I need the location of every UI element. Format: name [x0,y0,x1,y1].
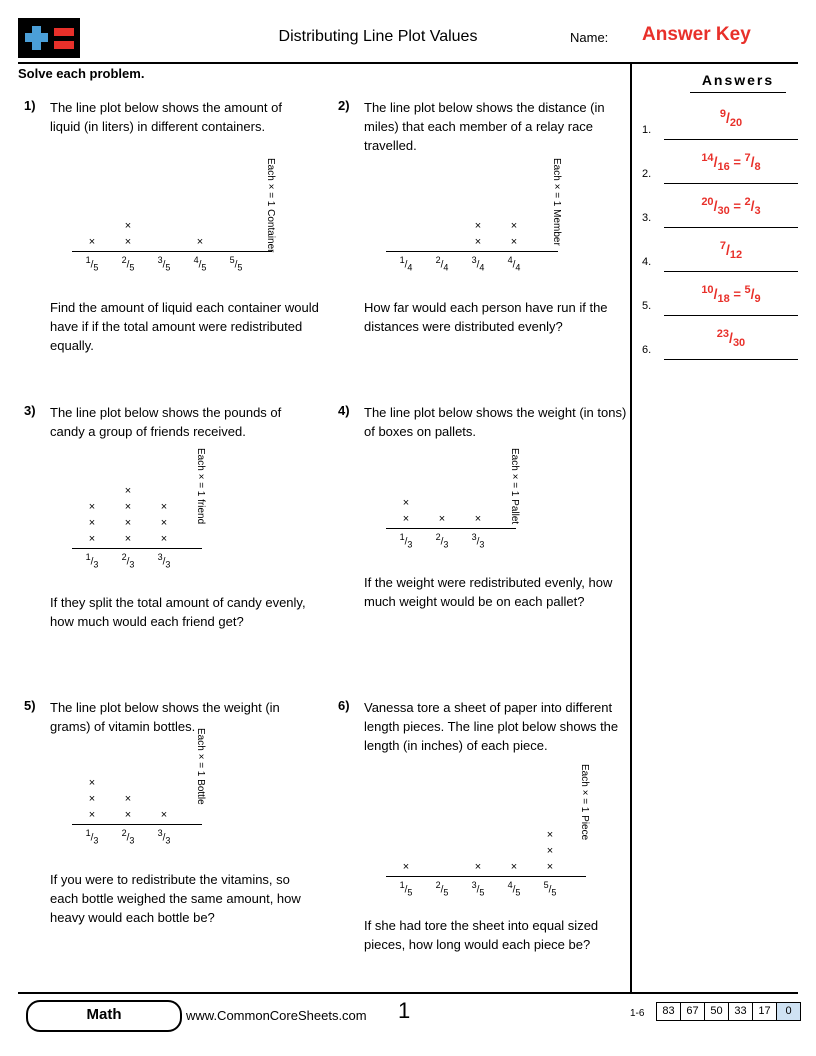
answer-underline [664,227,798,228]
answer-value: $^9/_{20}$ [719,108,743,129]
subject-badge [26,1000,182,1032]
answer-number: 2. [642,168,652,180]
answer-underline [664,183,798,184]
problem-text: Vanessa tore a sheet of paper into different length pieces. The line plot below shows the length (in inches) of each piece. [364,700,619,753]
problem-question: If the weight were redistributed evenly, how much weight would be on each pallet? [364,575,613,609]
answer-value: $^{10}/_{18} = ^5/_9$ [701,284,761,305]
footer-divider [18,992,798,994]
problem-question: If they split the total amount of candy evenly, how much would each friend get? [50,595,306,629]
answer-row [642,234,798,276]
plot-key-label: Each × = 1 Bottle [195,728,206,805]
logo-icon [18,18,80,58]
problem-text: The line plot below shows the weight (in tons) of boxes on pallets. [364,405,627,439]
score-cell: 50 [704,1002,728,1021]
answer-number: 3. [642,212,652,224]
answer-underline [664,139,798,140]
problem-text: The line plot below shows the weight (in grams) of vitamin bottles. [50,700,280,734]
answer-row [642,322,798,364]
answer-number: 6. [642,344,652,356]
answer-value: $^{23}/_{30}$ [716,328,746,349]
line-plot-6: × × × × × × $^1/_5$ $^2/_5$ $^3/_5$ $^4/_5$ $^5/_5$ Each × = 1 Piece [368,788,638,898]
answer-underline [664,315,798,316]
answer-number: 4. [642,256,652,268]
problem-question: If she had tore the sheet into equal sized pieces, how long would each piece be? [364,918,599,952]
score-scale [656,1002,801,1021]
score-cell: 17 [752,1002,776,1021]
problem-text: The line plot below shows the pounds of candy a group of friends received. [50,405,282,439]
score-cell: 67 [680,1002,704,1021]
answer-key-label: Answer Key [642,24,751,45]
plot-key-label: Each × = 1 Piece [579,764,590,841]
line-plot-3: × × × × × × × × × × $^1/_3$ $^2/_3$ $^3/_3$ Each × = 1 friend [54,458,304,568]
plot-key-label: Each × = 1 Pallet [509,448,520,525]
score-cell: 83 [656,1002,680,1021]
answers-heading-underline [690,92,786,93]
answer-number: 1. [642,124,652,136]
score-cell: 0 [776,1002,801,1021]
problem-number: 2) [338,98,350,113]
subject-label: Math [86,1006,122,1023]
answers-heading: Answers [701,72,775,88]
problem-question: Find the amount of liquid each container would have if if the total amount were redistributed equally. [50,300,319,353]
instruction-text: Solve each problem. [18,66,145,81]
worksheet-page [18,18,798,1038]
answer-row [642,190,798,232]
page-header [18,18,798,60]
problem-number: 6) [338,698,350,713]
page-number: 1 [398,998,411,1023]
plot-key-label: Each × = 1 friend [195,448,206,525]
line-plot-5: × × × × × × $^1/_3$ $^2/_3$ $^3/_3$ Each × = 1 Bottle [54,746,304,846]
problem-question: If you were to redistribute the vitamins, so each bottle weighed the same amount, how heavy would each bottle be? [50,872,301,925]
plot-key-label: Each × = 1 Container [265,158,276,253]
line-plot-2: × × × × $^1/_4$ $^2/_4$ $^3/_4$ $^4/_4$ Each × = 1 Member [368,193,618,273]
answer-row [642,102,798,144]
problem-text: The line plot below shows the amount of liquid (in liters) in different containers. [50,100,282,134]
answer-underline [664,359,798,360]
problem-number: 5) [24,698,36,713]
score-cell: 33 [728,1002,752,1021]
name-label: Name: [570,30,609,45]
answer-value: $^{14}/_{16} = ^7/_8$ [701,152,761,173]
problem-text: The line plot below shows the distance (in miles) that each member of a relay race travelled. [364,100,605,153]
answer-number: 5. [642,300,652,312]
answer-row [642,146,798,188]
header-divider [18,62,798,64]
problem-number: 3) [24,403,36,418]
answer-value: $^7/_{12}$ [719,240,743,261]
answer-value: $^{20}/_{30} = ^2/_3$ [701,196,761,217]
problem-question: How far would each person have run if the distances were distributed evenly? [364,300,608,334]
answer-row [642,278,798,320]
page-title: Distributing Line Plot Values [278,28,478,45]
score-range-label: 1-6 [630,1008,645,1019]
website-url: www.CommonCoreSheets.com [186,1008,367,1023]
plot-key-label: Each × = 1 Member [551,158,562,246]
line-plot-4: × × × × $^1/_3$ $^2/_3$ $^3/_3$ Each × = 1 Pallet [368,458,618,548]
answer-underline [664,271,798,272]
problem-number: 1) [24,98,36,113]
problem-number: 4) [338,403,350,418]
line-plot-1: × × × × $^1/_5$ $^2/_5$ $^3/_5$ $^4/_5$ $^5/_5$ Each × = 1 Container [54,193,304,273]
